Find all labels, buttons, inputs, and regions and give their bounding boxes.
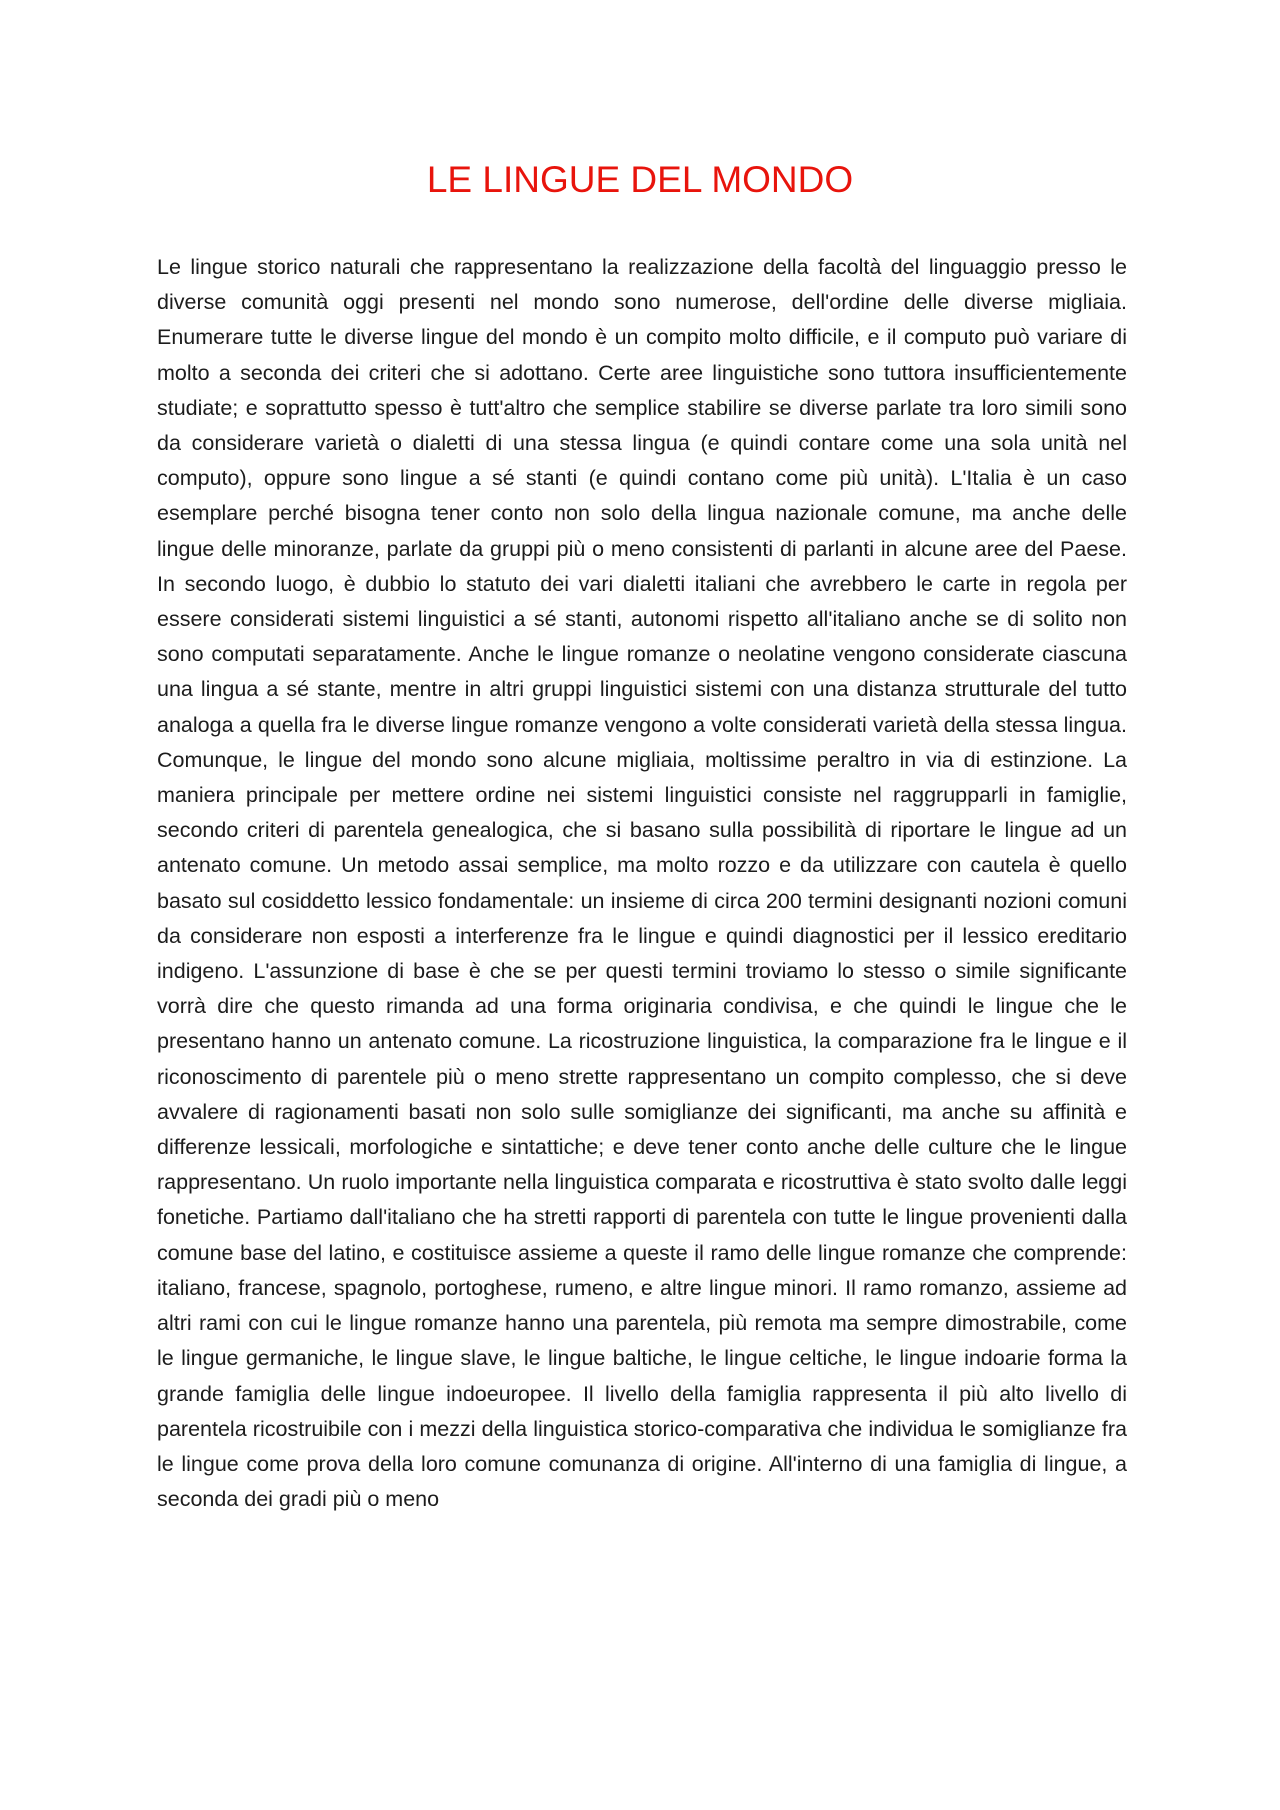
body-paragraph: Le lingue storico naturali che rappresentano la realizzazione della facoltà del linguaggio presso le diverse comunità oggi presenti nel mondo sono numerose, dell'ordine delle diverse migliaia. Enumerare tutte le diverse lingue del mondo è un compito molto difficile, e il computo può variare di molto a seconda dei criteri che si adottano. Certe aree linguistiche sono tuttora insufficientemente studiate; e soprattutto spesso è tutt'altro che semplice stabilire se diverse parlate tra loro simili sono da considerare varietà o dialetti di una stessa lingua (e quindi contare come una sola unità nel computo), oppure sono lingue a sé stanti (e quindi contano come più unità). L'Italia è un caso esemplare perché bisogna tener conto non solo della lingua nazionale comune, ma anche delle lingue delle minoranze, parlate da gruppi più o meno consistenti di parlanti in alcune aree del Paese. In secondo luogo, è dubbio lo statuto dei vari dialetti italiani che avrebbero le carte in regola per essere considerati sistemi linguistici a sé stanti, autonomi rispetto all'italiano anche se di solito non sono computati separatamente. Anche le lingue romanze o neolatine vengono considerate ciascuna una lingua a sé stante, mentre in altri gruppi linguistici sistemi con una distanza strutturale del tutto analoga a quella fra le diverse lingue romanze vengono a volte considerati varietà della stessa lingua. Comunque, le lingue del mondo sono alcune migliaia, moltissime peraltro in via di estinzione. La maniera principale per mettere ordine nei sistemi linguistici consiste nel raggrupparli in famiglie, secondo criteri di parentela genealogica, che si basano sulla possibilità di riportare le lingue ad un antenato comune. Un metodo assai semplice, ma molto rozzo e da utilizzare con cautela è quello basato sul cosiddetto lessico fondamentale: un insieme di circa 200 termini designanti nozioni comuni da considerare non esposti a interferenze fra le lingue e quindi diagnostici per il lessico ereditario indigeno. L'assunzione di base è che se per questi termini troviamo lo stesso o simile significante vorrà dire che questo rimanda ad una forma originaria condivisa, e che quindi le lingue che le presentano hanno un antenato comune. La ricostruzione linguistica, la comparazione fra le lingue e il riconoscimento di parentele più o meno strette rappresentano un compito complesso, che si deve avvalere di ragionamenti basati non solo sulle somiglianze dei significanti, ma anche su affinità e differenze lessicali, morfologiche e sintattiche; e deve tener conto anche delle culture che le lingue rappresentano. Un ruolo importante nella linguistica comparata e ricostruttiva è stato svolto dalle leggi fonetiche. Partiamo dall'italiano che ha stretti rapporti di parentela con tutte le lingue provenienti dalla comune base del latino, e costituisce assieme a queste il ramo delle lingue romanze che comprende: italiano, francese, spagnolo, portoghese, rumeno, e altre lingue minori. Il ramo romanzo, assieme ad altri rami con cui le lingue romanze hanno una parentela, più remota ma sempre dimostrabile, come le lingue germaniche, le lingue slave, le lingue baltiche, le lingue celtiche, le lingue indoarie forma la grande famiglia delle lingue indoeuropee. Il livello della famiglia rappresenta il più alto livello di parentela ricostruibile con i mezzi della linguistica storico-comparativa che individua le somiglianze fra le lingue come prova della loro comune comunanza di origine. All'interno di una famiglia di lingue, a seconda dei gradi più o meno — [157, 255, 1127, 1512]
page-title: LE LINGUE DEL MONDO — [426, 159, 854, 200]
